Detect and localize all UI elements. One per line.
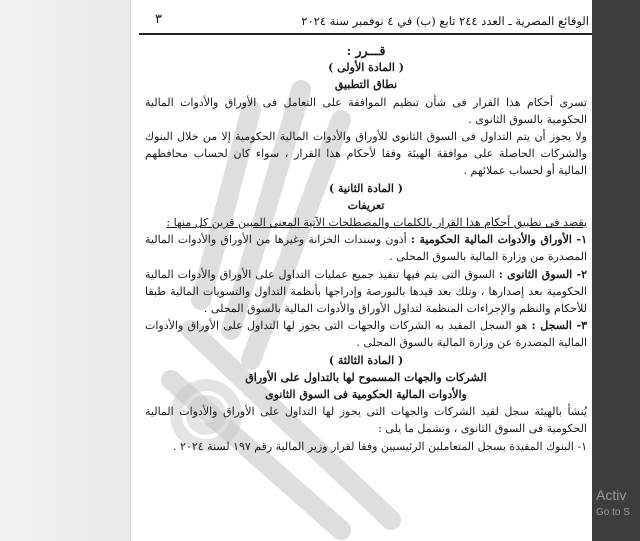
definition-3 [145,317,587,351]
article3-paragraph-1: يُنشأ بالهيئة سجل لقيد الشركات والجهات التى يجوز لها التداول على الأوراق والأدوات المالية الحكومية فى السوق الثانوى ، وتشمل ما يلى : [145,405,587,436]
definition-1-text: أذون وسندات الخزانة وغيرها من الأوراق والأدوات المالية المصدرة من وزارة المالية بالسوق المحلى . [145,233,587,264]
article3-title-line-2: والأدوات المالية الحكومية فى السوق الثانوى [265,388,467,402]
article3-title-line-1: الشركات والجهات المسموح لها بالتداول على الأوراق [245,370,487,384]
article3-item-1: ١- البنوك المقيدة بسجل المتعاملين الرئيسيين وفقا لقرار وزير المالية رقم ١٩٧ لسنة ٢٠٢٤ . [173,439,587,453]
definition-2-text: السوق التى يتم فيها تنفيذ جميع عمليات التداول على الأوراق والأدوات المالية الحكومية بعد إصدارها ، وتلك بعد قيدها بالبورصة وإدراجها بأنظمة التداول والتسويات المالية طبقا للأحكام والنظم والإجراءات المنظمة لتداول الأوراق والأدوات المالية بالسوق المحلى . [145,267,587,316]
definition-1-term: ١- الأوراق والأدوات المالية الحكومية : [410,233,587,247]
article1-heading: ( المادة الأولى ) [328,61,404,75]
article3-heading: ( المادة الثالثة ) [328,353,404,367]
decree-heading: قـــرر : [346,43,386,58]
document-page [130,0,602,541]
viewer-background-right [592,0,640,541]
definition-3-term: ٣- السجل : [531,319,587,333]
activation-watermark [596,487,640,521]
article2-heading: ( المادة الثانية ) [328,181,404,195]
article1-paragraph-2: ولا يجوز أن يتم التداول فى السوق الثانوى للأوراق والأدوات المالية الحكومية إلا من خلال البنوك والشركات الحاصلة على موافقة الهيئة وفقا لأحكام هذا القرار ، سواء كان لحساب محافظهم المالية أو لحساب عملائهم . [145,130,587,178]
activation-line-1: Activ [596,487,627,503]
definition-2 [145,266,587,318]
definition-3-text: هو السجل المقيد به الشركات والجهات التى يجوز لها التداول على الأوراق والأدوات المالية المصدرة عن وزارة المالية بالسوق المحلى . [145,319,587,350]
article2-title: تعريفات [347,198,385,212]
document-body [145,42,587,455]
page-number: ٣ [155,12,162,27]
header-title: الوقائع المصرية ـ العدد ٢٤٤ تابع (ب) في ٤ نوفمبر سنة ٢٠٢٤ [301,14,589,28]
article1-paragraph-1: تسرى أحكام هذا القرار فى شأن تنظيم الموافقة على التعامل فى الأوراق والأدوات المالية الحكومية بالسوق الثانوى . [145,95,587,126]
definition-1 [145,231,587,265]
article1-title: نطاق التطبيق [334,78,398,92]
article2-intro: يقصد فى تطبيق أحكام هذا القرار بالكلمات والمصطلحات الآتية المعنى المبين قرين كل منها : [166,216,587,230]
viewer-background-left [0,0,130,541]
activation-line-2: Go to S [596,507,630,518]
header-rule [139,33,593,35]
definition-2-term: ٢- السوق الثانوى : [498,267,587,281]
